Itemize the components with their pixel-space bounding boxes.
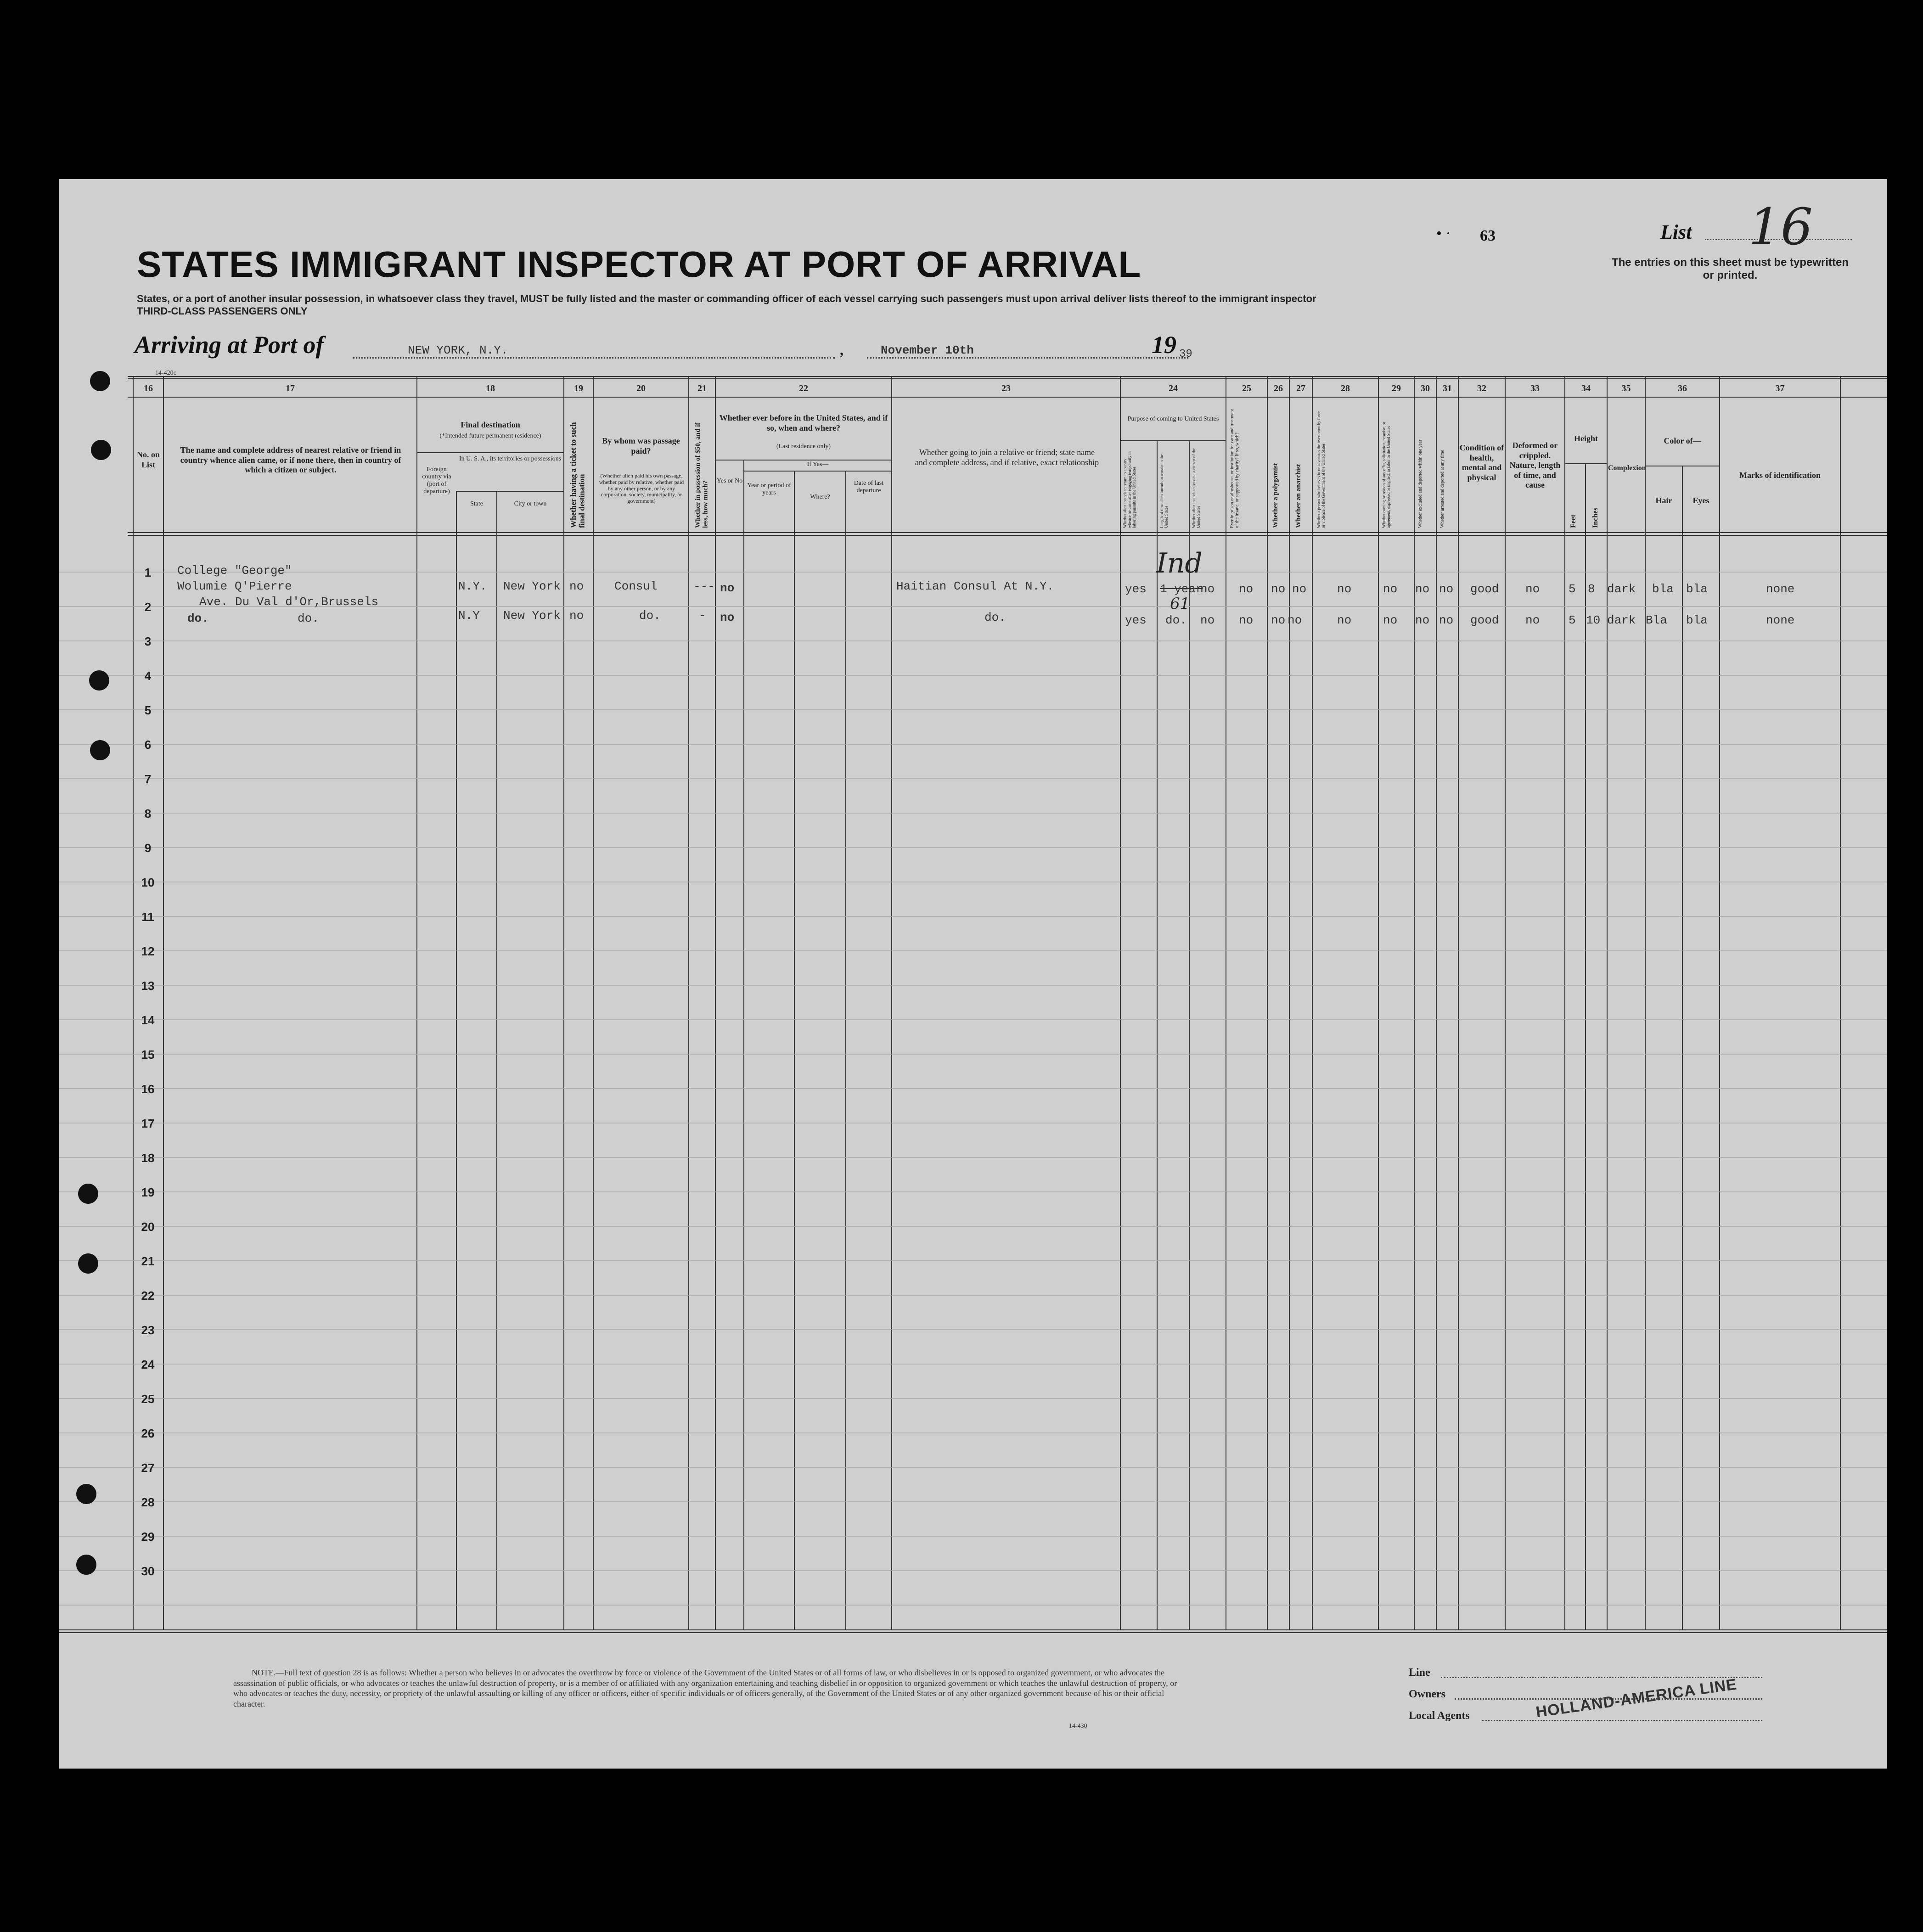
page-number: 63 xyxy=(1480,227,1496,244)
row-number: 26 xyxy=(141,1427,155,1440)
entry-purpose-b: do. xyxy=(1165,613,1187,627)
row-number: 30 xyxy=(141,1564,155,1578)
entry-prison: no xyxy=(1239,582,1254,596)
col-number-18: 18 xyxy=(486,383,495,393)
entry-passage: Consul xyxy=(614,579,658,593)
row-number: 14 xyxy=(141,1013,155,1027)
punch-hole xyxy=(76,1484,96,1504)
row-number: 6 xyxy=(144,738,152,752)
row-number: 17 xyxy=(141,1117,155,1130)
col-number-28: 28 xyxy=(1341,383,1350,393)
row-number: 11 xyxy=(141,910,154,924)
col-number-16: 16 xyxy=(144,383,153,393)
header-foreign-country: Foreign country via (port of departure) xyxy=(422,466,451,495)
entry-anarchist: no xyxy=(1288,613,1302,627)
header-by-whom-note: (Whether alien paid his own passage, whether paid by relative, whether paid by any other person, or by any corporation, society, municipality, or government) xyxy=(599,472,684,505)
row-number: 22 xyxy=(141,1289,155,1303)
entry-overthrow: no xyxy=(1337,582,1352,596)
col-number-34: 34 xyxy=(1581,383,1591,393)
col-number-26: 26 xyxy=(1274,383,1283,393)
entry-health: good xyxy=(1470,582,1499,596)
row-number: 5 xyxy=(144,703,152,717)
entry-arrested: no xyxy=(1439,613,1454,627)
col-number-37: 37 xyxy=(1775,383,1785,393)
entry-inches: 10 xyxy=(1586,613,1601,627)
header-year-period: Year or period of years xyxy=(747,482,791,497)
col-number-22: 22 xyxy=(799,383,808,393)
line-rule xyxy=(1441,1677,1762,1678)
punch-hole xyxy=(78,1253,98,1274)
entry-passage: do. xyxy=(639,609,661,623)
header-complexion: Complexion xyxy=(1608,464,1646,472)
page-title: STATES IMMIGRANT INSPECTOR AT PORT OF ARRIVAL xyxy=(137,244,1141,285)
entry-purpose-a: yes xyxy=(1125,613,1147,627)
header-marks: Marks of identification xyxy=(1739,471,1821,480)
header-anarchist: Whether an anarchist xyxy=(1295,464,1302,528)
row-number: 12 xyxy=(141,944,155,958)
header-possession-50: Whether in possession of $50, and if less, how much? xyxy=(694,422,709,528)
row-number: 15 xyxy=(141,1048,155,1061)
arriving-label: Arriving at Port of xyxy=(135,331,324,359)
row-number: 7 xyxy=(144,772,152,786)
entry-marks: none xyxy=(1766,582,1795,596)
manifest-sheet xyxy=(59,179,1887,1769)
row-number: 8 xyxy=(144,807,152,820)
punch-hole xyxy=(89,670,109,691)
punch-hole xyxy=(91,440,111,460)
header-where: Where? xyxy=(810,494,830,500)
entry-state: N.Y. xyxy=(458,579,487,593)
header-polygamist: Whether a polygamist xyxy=(1272,463,1279,528)
header-purpose-a: Whether alien intends to return to country whence he came after engaging temporarily in laboring pursuits in the United States xyxy=(1123,451,1136,528)
instruction-text: States, or a port of another insular possession, in whatsoever class they travel, MUST be fully listed and the master or commanding officer of each vessel carrying such passengers must upon arrival deliver lists thereof to the immigrant inspector xyxy=(137,293,1316,304)
footer-form-number: 14-430 xyxy=(1069,1723,1087,1730)
row-number: 24 xyxy=(141,1358,155,1371)
row-number: 19 xyxy=(141,1185,155,1199)
entry-purpose-b-handwritten: Ind xyxy=(1156,547,1203,579)
row-number: 29 xyxy=(141,1530,155,1544)
header-no-on-list: No. on List xyxy=(136,450,160,469)
entry-inches: 8 xyxy=(1588,582,1595,596)
entry-relative-line: College "George" xyxy=(177,564,292,578)
punch-hole xyxy=(78,1184,98,1204)
typewritten-note: The entries on this sheet must be typewritten or printed. xyxy=(1611,256,1849,281)
entry-deformed: no xyxy=(1525,613,1540,627)
header-coming-by-reason: Whether coming by reason of any offer, solicitation, promise, or agreement, expressed or implied, to labor in the United States xyxy=(1382,421,1391,528)
header-city: City or town xyxy=(514,500,547,507)
punch-hole xyxy=(90,740,110,760)
entry-relative-line: Ave. Du Val d'Or,Brussels xyxy=(199,595,379,609)
col-number-27: 27 xyxy=(1296,383,1305,393)
row-number: 16 xyxy=(141,1082,155,1096)
header-height: Height xyxy=(1574,434,1598,443)
entry-eyes: bla xyxy=(1686,613,1708,627)
col-number-31: 31 xyxy=(1443,383,1452,393)
comma: , xyxy=(839,338,844,359)
header-arrested: Whether arrested and deported at any time xyxy=(1440,450,1445,528)
entry-health: good xyxy=(1470,613,1499,627)
entry-marks: none xyxy=(1766,613,1795,627)
dot-mark: • · xyxy=(1436,225,1451,242)
entry-eyes: bla xyxy=(1686,582,1708,596)
header-yes-no: Yes or No xyxy=(716,477,743,484)
header-if-yes: If Yes— xyxy=(807,461,829,468)
row-number: 4 xyxy=(144,669,152,683)
entry-polygamist: no xyxy=(1271,582,1286,596)
header-purpose: Purpose of coming to United States xyxy=(1127,416,1219,422)
entry-relative-line: Wolumie Q'Pierre xyxy=(177,579,292,593)
entry-hair: bla xyxy=(1652,582,1674,596)
header-prison: Ever in prison or almshouse, or institution for care and treatment of the insane, or supported by charity? If so, which? xyxy=(1230,409,1240,528)
entry-anarchist: no xyxy=(1292,582,1307,596)
entry-offer: no xyxy=(1383,613,1398,627)
entry-complexion: dark xyxy=(1607,613,1636,627)
header-color-of: Color of— xyxy=(1664,436,1701,445)
line-label: Line xyxy=(1409,1667,1430,1679)
entry-purpose-a: yes xyxy=(1125,582,1147,596)
entry-offer: no xyxy=(1383,582,1398,596)
entry-money: --- xyxy=(693,579,715,593)
header-final-destination-note: (*Intended future permanent residence) xyxy=(439,432,541,439)
punch-hole xyxy=(90,371,110,391)
row-number: 13 xyxy=(141,979,155,993)
entry-excluded: no xyxy=(1415,613,1430,627)
entry-relative-line: do. xyxy=(298,612,319,625)
header-purpose-b: Length of time alien intends to remain in the United States xyxy=(1159,454,1169,528)
entry-purpose-c: no xyxy=(1200,613,1215,627)
entry-city: New York xyxy=(503,609,561,623)
header-final-destination: Final destination xyxy=(461,420,520,429)
entry-polygamist: no xyxy=(1271,613,1286,627)
entry-overthrow: no xyxy=(1337,613,1352,627)
row-number: 28 xyxy=(141,1495,155,1509)
year-prefix: 19 xyxy=(1152,331,1176,359)
entry-excluded: no xyxy=(1415,582,1430,596)
header-overthrow: Whether a person who believes in or advocates the overthrow by force or violence of the Government of the United States xyxy=(1316,411,1326,528)
date-value: November 10th xyxy=(881,343,974,357)
col-number-20: 20 xyxy=(636,383,646,393)
entry-money: - xyxy=(699,609,706,623)
col-number-19: 19 xyxy=(574,383,583,393)
header-state: State xyxy=(470,500,483,507)
entry-ticket: no xyxy=(569,579,584,593)
entry-hair: Bla xyxy=(1646,613,1667,627)
col-number-17: 17 xyxy=(286,383,295,393)
entry-ticket: no xyxy=(569,609,584,623)
header-nearest-relative: The name and complete address of nearest relative or friend in country whence alien came, or if none there, then in country of which a citizen or subject. xyxy=(180,445,401,475)
header-deformed: Deformed or crippled. Nature, length of time, and cause xyxy=(1509,441,1561,490)
header-by-whom: By whom was passage paid? xyxy=(602,436,680,455)
col-number-35: 35 xyxy=(1621,383,1631,393)
header-date-departure: Date of last departure xyxy=(854,480,884,494)
footer-note: NOTE.—Full text of question 28 is as follows: Whether a person who believes in or advocates the overthrow by force or violence of the Government of the United States or of all forms of law, or who disbelieves in or is opposed to organized government, or who advocates the assassination of public officials, or who advocates or teaches the unlawful destruction of property, or is a member of or affiliated with any organization entertaining and teaching disbelief in or opposition to organized government or which teaches the unlawful destruction of property, or who advocates or teaches the duty, necessity, or propriety of the unlawful assaulting or killing of any officer or officers, either of specific individuals or of officers generally, of the Government of the United States or of any other organized government because of his or their official character. xyxy=(233,1668,1177,1708)
entry-deformed: no xyxy=(1525,582,1540,596)
row-number: 1 xyxy=(144,566,152,579)
port-value: NEW YORK, N.Y. xyxy=(408,343,508,357)
entry-ever-before: no xyxy=(720,611,735,624)
entry-arrested: no xyxy=(1439,582,1454,596)
entry-joining: Haitian Consul At N.Y. xyxy=(896,579,1054,593)
row-number: 20 xyxy=(141,1220,155,1234)
entry-ever-before: no xyxy=(720,581,735,595)
row-number: 27 xyxy=(141,1461,155,1475)
col-number-36: 36 xyxy=(1678,383,1687,393)
local-agents-rule xyxy=(1482,1720,1762,1721)
row-number: 21 xyxy=(141,1254,155,1268)
col-number-23: 23 xyxy=(1001,383,1011,393)
row-number: 2 xyxy=(144,600,152,614)
col-number-32: 32 xyxy=(1477,383,1486,393)
form-mark: 14-420c xyxy=(155,370,176,376)
class-line: THIRD-CLASS PASSENGERS ONLY xyxy=(137,305,308,317)
row-number: 25 xyxy=(141,1392,155,1406)
entry-joining: do. xyxy=(984,611,1006,624)
entry-feet: 5 xyxy=(1569,613,1576,627)
header-usa-territories: In U. S. A., its territories or possessions xyxy=(459,455,562,462)
entry-complexion: dark xyxy=(1607,582,1636,596)
list-label: List xyxy=(1660,221,1692,243)
col-number-24: 24 xyxy=(1169,383,1178,393)
col-number-25: 25 xyxy=(1242,383,1251,393)
row-number: 23 xyxy=(141,1323,155,1337)
row-number: 10 xyxy=(141,876,155,889)
header-ever-before-note: (Last residence only) xyxy=(776,443,831,450)
entry-purpose-b: 1 year xyxy=(1160,582,1203,596)
header-ticket: Whether having a ticket to such final destination xyxy=(569,422,586,528)
header-eyes: Eyes xyxy=(1692,496,1709,505)
entry-state: N.Y xyxy=(458,609,480,623)
col-number-29: 29 xyxy=(1392,383,1401,393)
row-number: 18 xyxy=(141,1151,155,1165)
header-joining: Whether going to join a relative or friend; state name and complete address, and if relative, exact relationship xyxy=(915,448,1099,467)
header-condition: Condition of health, mental and physical xyxy=(1459,443,1504,482)
entry-city: New York xyxy=(503,579,561,593)
col-number-33: 33 xyxy=(1530,383,1540,393)
entry-purpose-c: no xyxy=(1200,582,1215,596)
col-number-21: 21 xyxy=(697,383,707,393)
header-hair: Hair xyxy=(1655,496,1672,505)
list-number: 16 xyxy=(1749,197,1813,256)
entry-purpose-b-handwritten: 61 xyxy=(1170,595,1190,613)
owners-label: Owners xyxy=(1409,1688,1445,1700)
header-excluded: Whether excluded and deported within one year xyxy=(1418,439,1423,528)
header-inches: Inches xyxy=(1591,507,1599,528)
entry-prison: no xyxy=(1239,613,1254,627)
header-ever-before: Whether ever before in the United States, and if so, when and where? xyxy=(719,413,888,432)
entry-relative-line: do. xyxy=(187,612,209,625)
header-purpose-c: Whether alien intends to become a citizen of the United States xyxy=(1192,448,1201,528)
col-number-30: 30 xyxy=(1421,383,1430,393)
row-number: 3 xyxy=(144,635,152,648)
holland-america-stamp: HOLLAND-AMERICA LINE xyxy=(1535,1675,1738,1721)
row-number: 9 xyxy=(144,841,152,855)
table-grid xyxy=(59,179,1887,1769)
year-suffix: 39 xyxy=(1179,348,1192,360)
local-agents-label: Local Agents xyxy=(1409,1710,1470,1722)
header-feet: Feet xyxy=(1569,514,1577,528)
entry-feet: 5 xyxy=(1569,582,1576,596)
punch-hole xyxy=(76,1555,96,1575)
